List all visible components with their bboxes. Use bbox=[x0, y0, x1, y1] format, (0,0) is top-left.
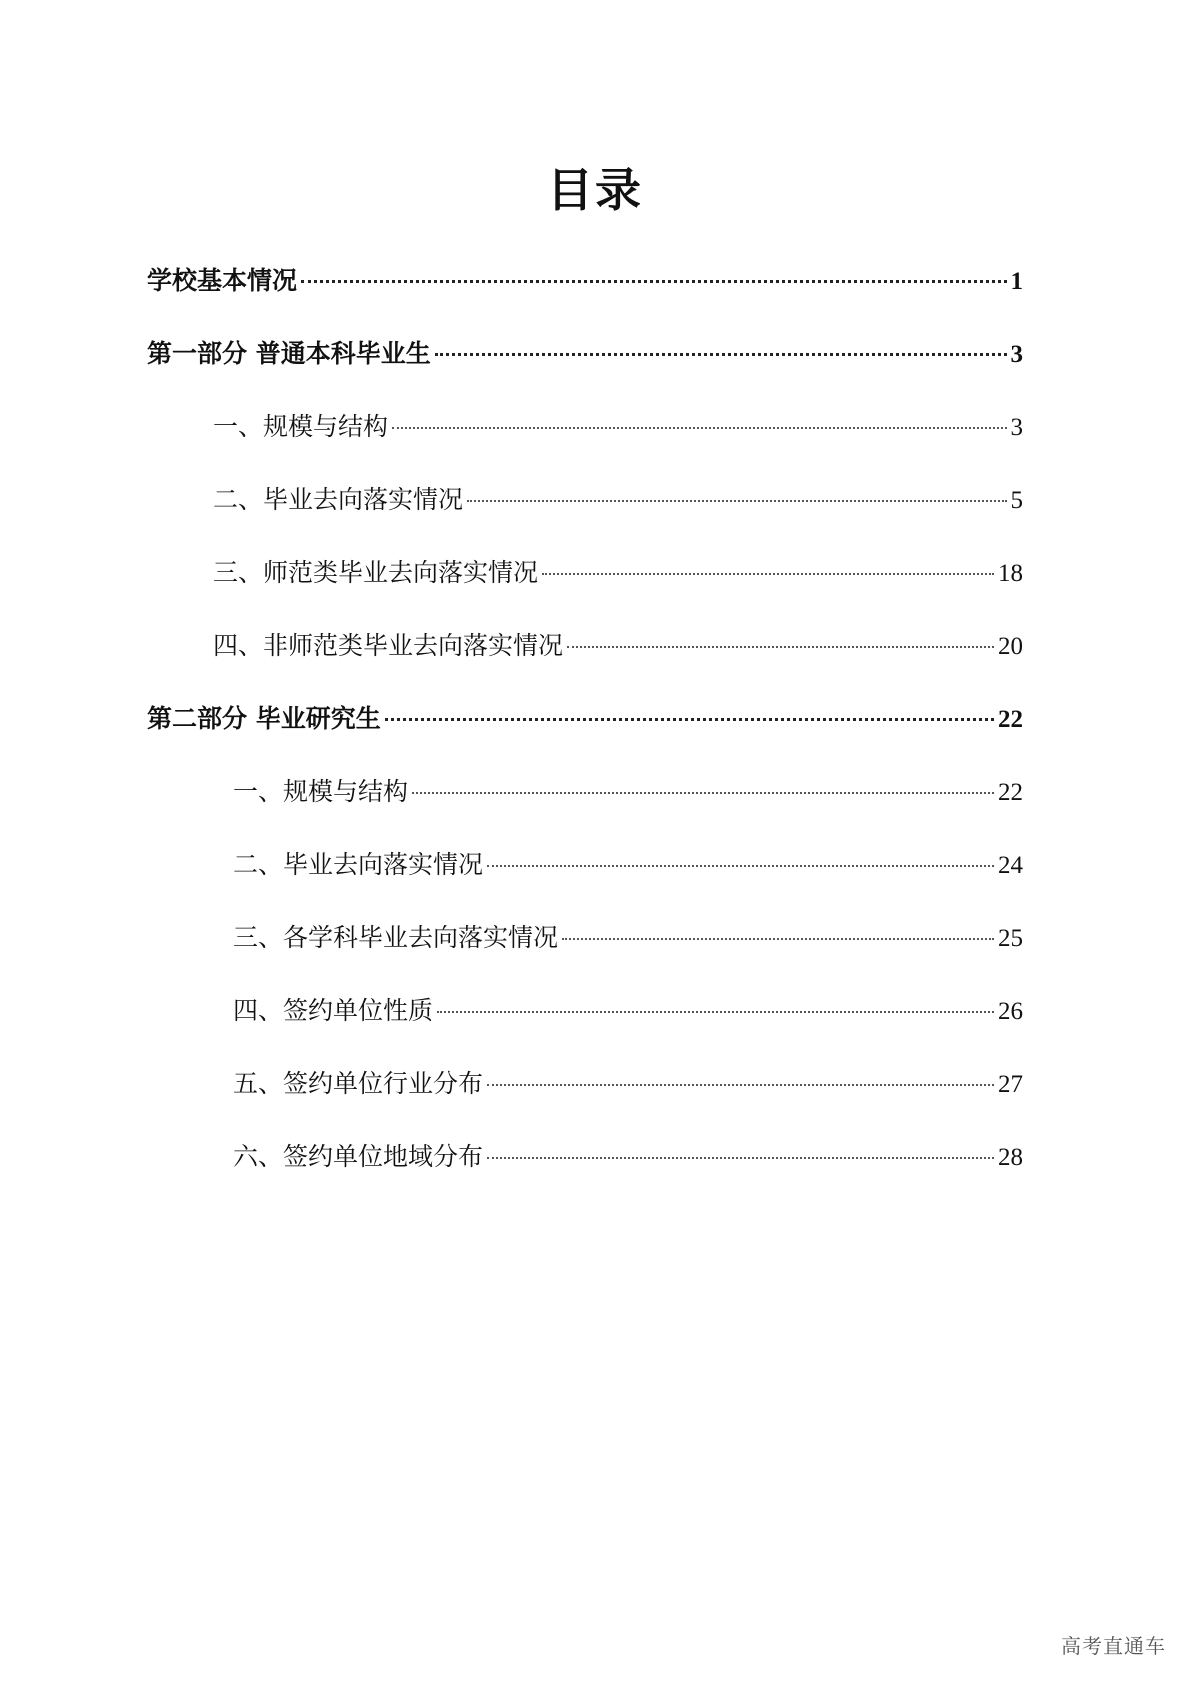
watermark: 高考直通车 bbox=[1061, 1634, 1166, 1658]
toc-page-number: 26 bbox=[998, 998, 1023, 1025]
toc-entry-label: 六、签约单位地域分布 bbox=[233, 1142, 484, 1171]
toc-dot-leader bbox=[487, 865, 994, 867]
toc-page-number: 24 bbox=[998, 852, 1023, 879]
toc-entry-label: 一、规模与结构 bbox=[213, 412, 389, 441]
page-title: 目录 bbox=[547, 163, 643, 217]
toc-entry-part-one[interactable] bbox=[147, 337, 1023, 410]
toc-entry-label: 五、签约单位行业分布 bbox=[233, 1069, 484, 1098]
toc-entry-part-two-destination[interactable] bbox=[147, 848, 1023, 921]
toc-page-number: 22 bbox=[998, 779, 1023, 806]
toc-page-number: 3 bbox=[1010, 414, 1023, 441]
toc-entry-part-two-industry[interactable] bbox=[147, 1067, 1023, 1140]
toc-dot-leader bbox=[412, 792, 994, 794]
toc-dot-leader bbox=[542, 573, 994, 575]
toc-page-number: 28 bbox=[998, 1144, 1023, 1171]
toc-dot-leader bbox=[487, 1084, 994, 1086]
toc-entry-label: 二、毕业去向落实情况 bbox=[213, 485, 464, 514]
toc-dot-leader bbox=[301, 280, 1006, 283]
toc-dot-leader bbox=[487, 1157, 994, 1159]
toc-entry-label: 二、毕业去向落实情况 bbox=[233, 850, 484, 879]
toc-page-number: 20 bbox=[998, 633, 1023, 660]
toc-entry-part-one-non-normal[interactable] bbox=[147, 629, 1023, 702]
toc-entry-label: 四、非师范类毕业去向落实情况 bbox=[213, 631, 564, 660]
toc-entry-part-two-employer-type[interactable] bbox=[147, 994, 1023, 1067]
toc-page-number: 18 bbox=[998, 560, 1023, 587]
toc-entry-part-two-scale[interactable] bbox=[147, 775, 1023, 848]
toc-page-number: 27 bbox=[998, 1071, 1023, 1098]
toc-dot-leader bbox=[562, 938, 994, 940]
toc-page-number: 22 bbox=[998, 706, 1023, 733]
toc-entry-part-two-region[interactable] bbox=[147, 1140, 1023, 1213]
toc-entry-part-one-destination[interactable] bbox=[147, 483, 1023, 556]
toc-entry-label: 四、签约单位性质 bbox=[233, 996, 434, 1025]
toc-entry-school-overview[interactable] bbox=[147, 264, 1023, 337]
toc-dot-leader bbox=[385, 718, 994, 721]
toc-page-number: 25 bbox=[998, 925, 1023, 952]
toc-entry-label: 三、各学科毕业去向落实情况 bbox=[233, 923, 559, 952]
toc-entry-label: 第一部分 普通本科毕业生 bbox=[147, 339, 431, 368]
toc-dot-leader bbox=[392, 427, 1006, 429]
toc-dot-leader bbox=[467, 500, 1006, 502]
toc-entry-label: 第二部分 毕业研究生 bbox=[147, 704, 381, 733]
toc-page-number: 3 bbox=[1010, 341, 1023, 368]
toc-entry-part-one-scale[interactable] bbox=[147, 410, 1023, 483]
toc-dot-leader bbox=[437, 1011, 994, 1013]
toc-dot-leader bbox=[435, 353, 1007, 356]
toc-dot-leader bbox=[567, 646, 994, 648]
toc-entry-part-two[interactable] bbox=[147, 702, 1023, 775]
toc-entry-label: 一、规模与结构 bbox=[233, 777, 409, 806]
toc-entry-label: 学校基本情况 bbox=[147, 266, 298, 295]
toc-page-number: 5 bbox=[1010, 487, 1023, 514]
toc-entry-part-one-normal[interactable] bbox=[147, 556, 1023, 629]
toc-entry-part-two-disciplines[interactable] bbox=[147, 921, 1023, 994]
toc-entry-label: 三、师范类毕业去向落实情况 bbox=[213, 558, 539, 587]
toc-page-number: 1 bbox=[1010, 268, 1023, 295]
table-of-contents bbox=[147, 264, 1023, 1213]
